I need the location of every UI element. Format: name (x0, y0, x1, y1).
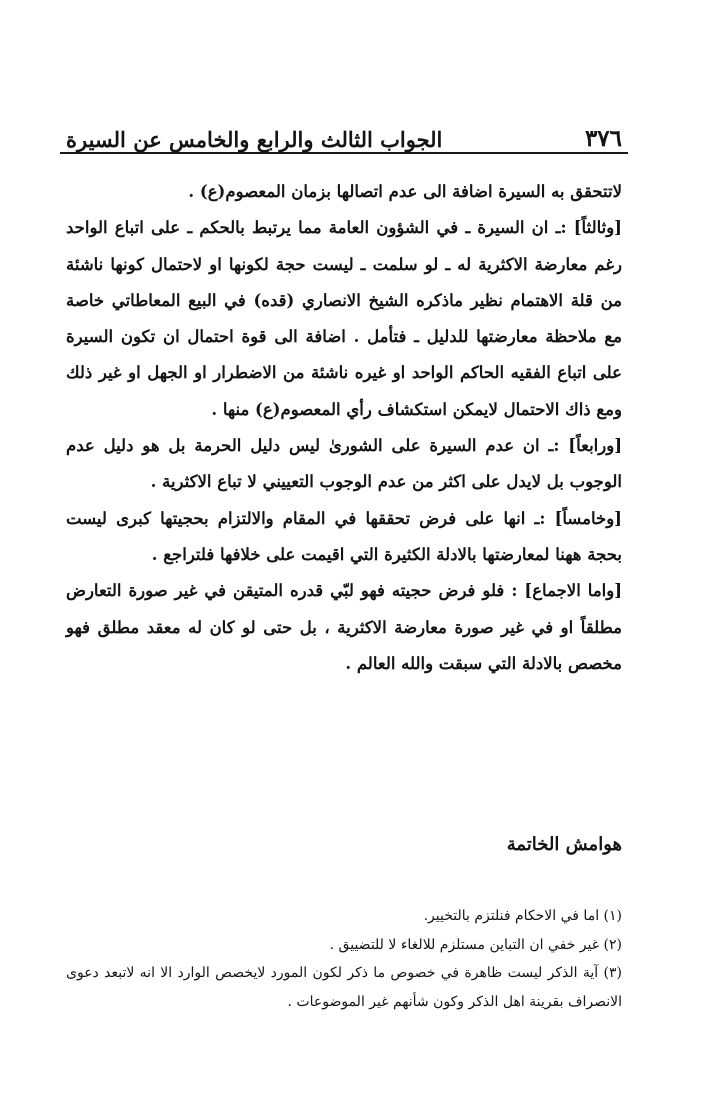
paragraph-lead: [وثالثاً] : (560, 218, 622, 238)
paragraph-continuation (66, 174, 622, 210)
paragraph-fifthly (66, 501, 622, 574)
footnotes (66, 902, 622, 1016)
footnote-1: (١) اما في الاحكام فنلتزم بالتخيير. (423, 908, 622, 924)
paragraph-lead: [وخامساً] : (539, 508, 622, 528)
running-head (66, 112, 622, 152)
paragraph-text: ـ ان السيرة ـ في الشؤون العامة مما يرتبط بالحكم ـ على اتباع الواحد رغم معارضة الاكثرية له ـ لو سلمت ـ ليست حجة لكونها او لاحتمال كونها ناشئة من قلة الاهتمام نظير ماذكره الشيخ الانصاري (قده) في البيع المعاطاتي خاصة مع ملاحظة معارضتها للدليل ـ فتأمل . اضافة الى قوة احتمال ان تكون السيرة على اتباع الفقيه الحاكم الواحد او غيره ناشئة من الاضطرار او الجهل او غير ذلك ومع ذاك الاحتمال لايمكن استكشاف رأي المعصوم(ع) منها . (66, 218, 622, 419)
footnotes-heading: هوامش الخاتمة (506, 834, 622, 855)
paragraph-lead: [واما الاجماع] : (511, 581, 623, 601)
footnote-2: (٢) غير خفي ان التباين مستلزم للالغاء لا للتضييق . (329, 936, 622, 953)
page-number: ٣٧٦ (584, 125, 622, 152)
paragraph-lead: [ورابعاً] : (553, 436, 622, 456)
chapter-title: الجواب الثالث والرابع والخامس عن السيرة (66, 127, 443, 152)
paragraph-text: فلو فرض حجيته فهو لبّي قدره المتيقن في غير صورة التعارض مطلقاً او في غير صورة معارضة الاكثرية ، بل حتى لو كان له معقد مطلق فهو مخصص بالادلة التي سبقت والله العالم . (66, 581, 622, 673)
paragraph-text: ـ انها على فرض تحققها في المقام والالتزام بحجيتها كبرى ليست بحجة ههنا لمعارضتها بالادلة الكثيرة التي اقيمت على خلافها فلتراجع . (66, 508, 622, 564)
paragraph-fourthly (66, 428, 622, 501)
paragraph-thirdly (66, 210, 622, 428)
paragraph-text: ـ ان عدم السيرة على الشورىٰ ليس دليل الحرمة بل هو دليل عدم الوجوب بل لايدل على اكثر من عدم الوجوب التعييني لا تباع الاكثرية . (66, 436, 622, 492)
footnote-3: (٣) آية الذكر ليست ظاهرة في خصوص ما ذكر لكون المورد لايخصص الوارد الا انه لاتبعد دعوى الانصراف بقرينة اهل الذكر وكون شأنهم غير الموضوعات . (66, 965, 622, 1010)
main-text (66, 174, 622, 682)
paragraph-consensus (66, 573, 622, 682)
paragraph-text: لاتتحقق به السيرة اضافة الى عدم اتصالها بزمان المعصوم(ع) . (188, 182, 622, 201)
header-rule (60, 152, 628, 154)
